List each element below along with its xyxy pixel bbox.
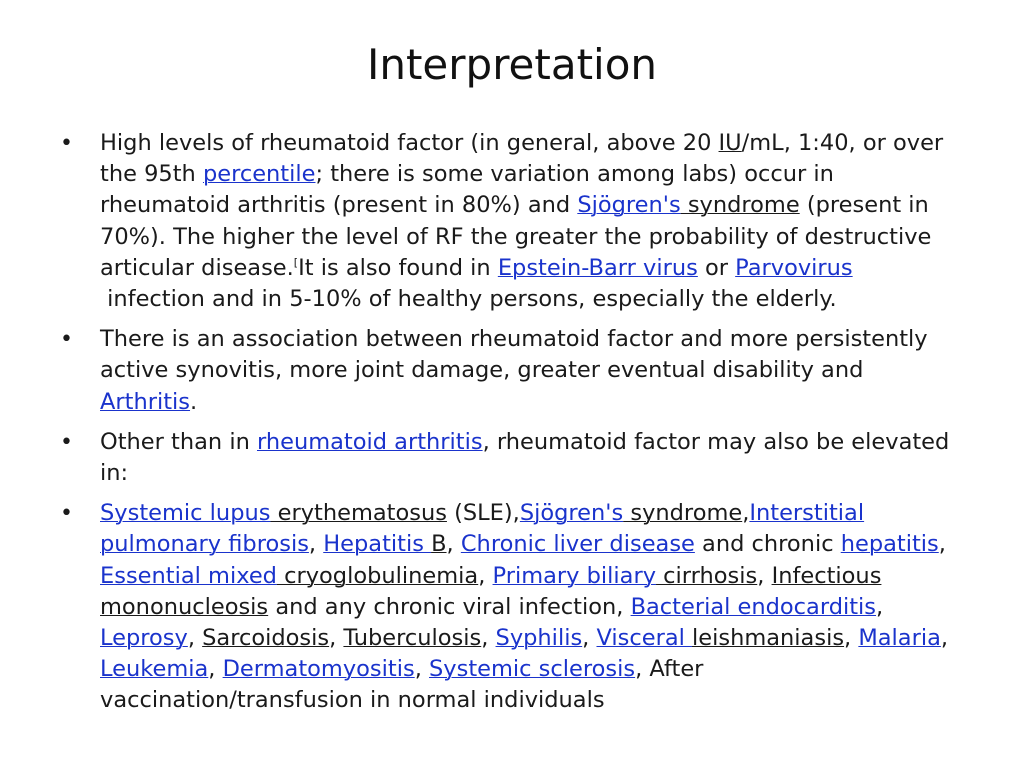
- text-run: ,: [844, 625, 859, 652]
- link-primary-biliary-a[interactable]: Primary biliary: [492, 562, 657, 589]
- link-primary-biliary-b[interactable]: cirrhosis: [656, 562, 758, 589]
- bullet-item-association: [60, 324, 965, 418]
- link-sjogren-a[interactable]: Sjögren's: [519, 500, 624, 527]
- slide-title: Interpretation: [366, 40, 658, 89]
- link-syphilis[interactable]: Syphilis: [495, 625, 583, 652]
- text-run: and chronic: [694, 531, 841, 558]
- text-run: , After vaccination/transfusion in normal individuals: [100, 656, 704, 714]
- text-run: Other than in: [100, 428, 257, 455]
- link-percentile[interactable]: percentile: [202, 161, 316, 188]
- text-run: ,: [940, 625, 949, 652]
- link-parvovirus[interactable]: Parvovirus: [735, 254, 853, 281]
- text-run: High levels of rheumatoid factor (in general, above 20: [100, 130, 719, 156]
- text-run: , rheumatoid factor may also be elevated in:: [100, 428, 950, 487]
- link-sjogren-syndrome-b[interactable]: syndrome: [680, 192, 800, 219]
- bullet-dot-icon: •: [60, 327, 73, 353]
- bullet-item-other-than-ra: [60, 427, 965, 489]
- text-run: ,: [757, 562, 772, 589]
- text-run: ,: [446, 531, 461, 558]
- link-hepatitis-b-a[interactable]: Hepatitis: [323, 531, 432, 558]
- link-leprosy[interactable]: Leprosy: [100, 625, 188, 652]
- link-sjogren-b[interactable]: syndrome: [623, 500, 743, 527]
- link-systemic-lupus-b[interactable]: erythematosus: [270, 500, 447, 527]
- text-run: ,: [876, 593, 884, 620]
- link-systemic-sclerosis[interactable]: Systemic sclerosis: [429, 656, 636, 683]
- text-run: and any chronic viral infection,: [268, 593, 631, 620]
- link-essential-mixed-a[interactable]: Essential mixed: [100, 562, 277, 589]
- link-hepatitis-b-b[interactable]: B: [431, 531, 447, 558]
- link-visceral-a[interactable]: Visceral: [596, 625, 693, 652]
- link-leukemia[interactable]: Leukemia: [100, 656, 209, 683]
- link-interstitial-pulmonary-fibrosis[interactable]: Interstitial pulmonary fibrosis: [100, 500, 865, 558]
- link-bacterial-endocarditis[interactable]: Bacterial endocarditis: [630, 593, 877, 620]
- text-run: ,: [187, 625, 203, 652]
- link-essential-mixed-b[interactable]: cryoglobulinemia: [276, 562, 479, 589]
- text-run: It is also found in: [298, 254, 498, 281]
- text-run: (SLE),: [446, 500, 520, 527]
- text-run: ,: [414, 656, 429, 683]
- text-run: /mL, 1:40, or over the 95th: [100, 130, 944, 188]
- link-tuberculosis[interactable]: Tuberculosis: [343, 625, 482, 652]
- link-malaria[interactable]: Malaria: [858, 625, 941, 652]
- text-run: ,: [582, 625, 597, 652]
- link-hepatitis[interactable]: hepatitis: [840, 531, 939, 558]
- link-chronic-liver-disease[interactable]: Chronic liver disease: [460, 531, 695, 558]
- link-infectious-mononucleosis[interactable]: Infectious mononucleosis: [100, 562, 882, 620]
- text-run: ,: [329, 625, 344, 652]
- link-dermatomyositis[interactable]: Dermatomyositis: [222, 656, 415, 683]
- text-run: ,: [208, 656, 223, 683]
- text-run: ,: [481, 625, 496, 652]
- text-run: .: [190, 388, 198, 415]
- link-systemic-lupus-a[interactable]: Systemic lupus: [100, 500, 271, 527]
- text-run: ; there is some variation among labs) occur in rheumatoid arthritis (present in 80%) and: [100, 161, 834, 219]
- bullet-list: [60, 128, 965, 726]
- bullet-item-rf-levels: [60, 128, 965, 315]
- text-run: or: [697, 254, 736, 281]
- text-run: ,: [742, 500, 750, 527]
- link-iu[interactable]: IU: [718, 130, 742, 156]
- bullet-dot-icon: •: [60, 429, 73, 455]
- text-run: (present in 70%). The higher the level of RF the greater the probability of destructive articular disease.: [100, 192, 932, 281]
- link-arthritis[interactable]: Arthritis: [100, 388, 191, 415]
- link-epstein-barr-virus[interactable]: Epstein-Barr virus: [497, 254, 698, 281]
- text-run: ,: [478, 562, 493, 589]
- link-rheumatoid-arthritis[interactable]: rheumatoid arthritis: [256, 428, 483, 455]
- link-sarcoidosis[interactable]: Sarcoidosis: [202, 625, 330, 652]
- text-run: ,: [308, 531, 324, 558]
- text-run: infection and in 5-10% of healthy persons, especially the elderly.: [100, 286, 837, 313]
- bullet-dot-icon: •: [60, 501, 73, 527]
- text-run: ,: [938, 531, 946, 558]
- link-sjogren-syndrome-a[interactable]: Sjögren's: [577, 192, 681, 219]
- link-visceral-b[interactable]: leishmaniasis: [692, 625, 845, 652]
- reference-mark: [: [293, 255, 299, 269]
- bullet-item-conditions-list: [60, 498, 965, 716]
- text-run: There is an association between rheumatoid factor and more persistently active synovitis, more joint damage, greater eventual disability and: [100, 326, 928, 384]
- bullet-dot-icon: •: [60, 131, 73, 156]
